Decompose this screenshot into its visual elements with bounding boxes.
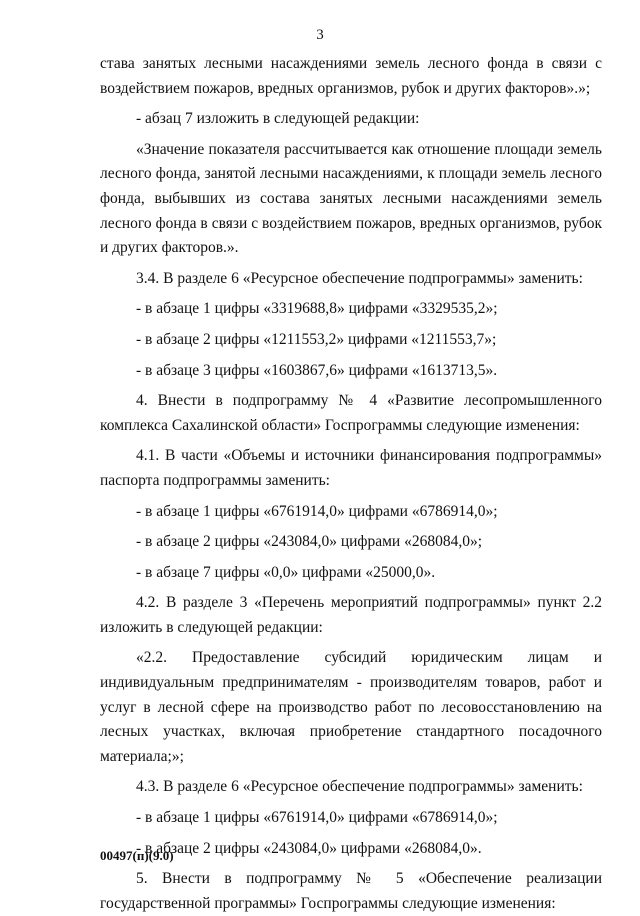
document-code: 00497(п)(9.0): [100, 848, 174, 863]
clause-4-2: 4.2. В разделе 3 «Перечень мероприятий подпрограммы» пункт 2.2 изложить в следующей редакции:: [100, 594, 602, 636]
clause-3-4-item-3: - в абзаце 3 цифры «1603867,6» цифрами «1613713,5».: [136, 361, 498, 379]
item-abzac-7: - абзац 7 изложить в следующей редакции:: [136, 110, 420, 128]
clause-4-1-item-1: - в абзаце 1 цифры «6761914,0» цифрами «6786914,0»;: [136, 502, 498, 520]
continuation-text: става занятых лесными насаждениями земель лесного фонда в связи с воздействием пожаров, вредных организмов, рубок и других факторов».»;: [100, 55, 602, 97]
clause-4-1-item-3: - в абзаце 7 цифры «0,0» цифрами «25000,0».: [136, 563, 436, 581]
quoted-definition: «Значение показателя рассчитывается как отношение площади земель лесного фонда, занятой лесными насаждениями, к площади земель лесного фонда, выбывших из состава занятых лесными насаждениями земель лесного фонда в связи с воздействием пожаров, вредных организмов, рубок и других факторов.».: [100, 140, 602, 257]
clause-3-4: 3.4. В разделе 6 «Ресурсное обеспечение подпрограммы» заменить:: [136, 269, 583, 287]
clause-5: 5. Внести в подпрограмму № 5 «Обеспечение реализации государственной программы» Госпрограммы следующие изменения:: [100, 870, 602, 912]
clause-4: 4. Внести в подпрограмму № 4 «Развитие лесопромышленного комплекса Сахалинской области» Госпрограммы следующие изменения:: [100, 392, 602, 434]
document-body: [100, 52, 602, 916]
page-number: 3: [316, 27, 324, 43]
clause-4-3: 4.3. В разделе 6 «Ресурсное обеспечение подпрограммы» заменить:: [136, 778, 583, 796]
clause-3-4-item-1: - в абзаце 1 цифры «3319688,8» цифрами «3329535,2»;: [136, 300, 498, 318]
clause-4-1: 4.1. В части «Объемы и источники финансирования подпрограммы» паспорта подпрограммы заменить:: [100, 447, 602, 489]
clause-4-2-quote: «2.2. Предоставление субсидий юридическим лицам и индивидуальным предпринимателям - производителям товаров, работ и услуг в лесной сфере на производство работ по лесовосстановлению на лесных участках, включая приобретение стандартного посадочного материала;»;: [100, 649, 602, 765]
clause-3-4-item-2: - в абзаце 2 цифры «1211553,2» цифрами «1211553,7»;: [136, 330, 497, 348]
clause-4-3-item-1: - в абзаце 1 цифры «6761914,0» цифрами «6786914,0»;: [136, 809, 498, 827]
clause-4-3-item-2: - в абзаце 2 цифры «243084,0» цифрами «268084,0».: [136, 839, 482, 857]
clause-4-1-item-2: - в абзаце 2 цифры «243084,0» цифрами «268084,0»;: [136, 533, 483, 551]
